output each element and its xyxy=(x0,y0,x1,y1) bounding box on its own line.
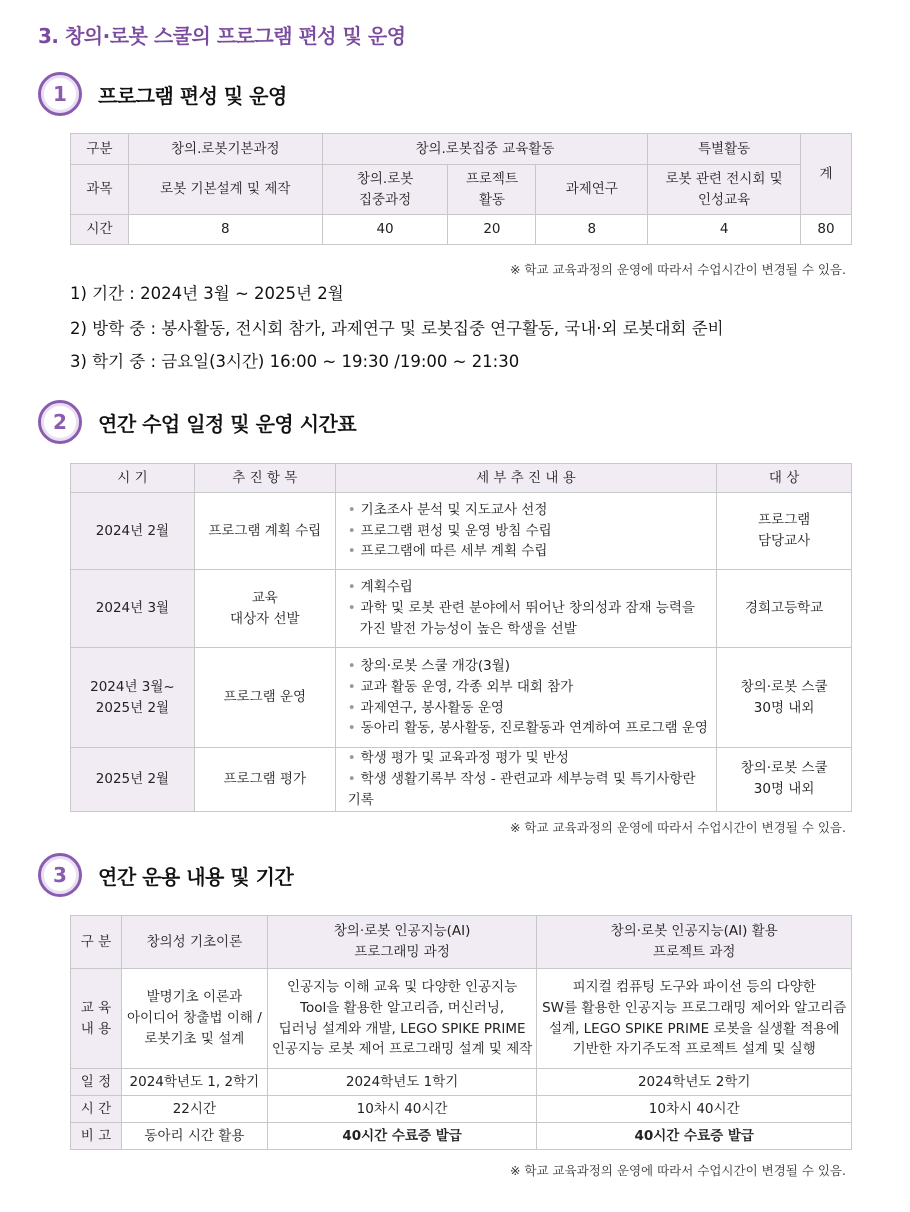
t1-hours-cell: 8 xyxy=(128,215,322,245)
note-1: ※ 학교 교육과정의 운영에 따라서 수업시간이 변경될 수 있음. xyxy=(509,262,846,277)
list-item: • 동아리 활동, 봉사활동, 진로활동과 연계하여 프로그램 운영 xyxy=(347,720,708,737)
t3-header: 창의성 기초이론 xyxy=(121,916,267,969)
list-item: • 프로그램에 따른 세부 계획 수립 xyxy=(347,543,548,560)
list-item: • 창의·로봇 스쿨 개강(3월) xyxy=(347,657,511,674)
t1-row-subject-label: 과목 xyxy=(71,165,129,215)
section-2-number: 2 xyxy=(38,400,82,444)
t2-header: 대 상 xyxy=(717,464,852,493)
t1-hours-cell: 40 xyxy=(322,215,448,245)
t1-header-gubun: 구분 xyxy=(71,134,129,165)
t1-subject-cell: 로봇 관련 전시회 및 인성교육 xyxy=(648,165,801,215)
section-3-title: 연간 운용 내용 및 기간 xyxy=(98,864,294,889)
t1-hours-cell: 8 xyxy=(536,215,648,245)
t3-remark-cell: 40시간 수료증 발급 xyxy=(267,1123,537,1150)
t3-schedule-label: 일 정 xyxy=(71,1069,122,1096)
table-row xyxy=(71,969,852,1069)
t3-time-cell: 10차시 40시간 xyxy=(267,1096,537,1123)
list-item: • 계획수립 xyxy=(347,579,413,596)
t1-subject-cell: 프로젝트 활동 xyxy=(448,165,536,215)
info-period: 1) 기간 : 2024년 3월 ~ 2025년 2월 xyxy=(70,284,344,303)
t3-time-cell: 10차시 40시간 xyxy=(537,1096,852,1123)
info-vacation: 2) 방학 중 : 봉사활동, 전시회 참가, 과제연구 및 로봇집중 연구활동, 국내·외 로봇대회 준비 xyxy=(70,319,724,338)
t2-item: 프로그램 계획 수립 xyxy=(194,493,335,570)
t3-header: 창의·로봇 인공지능(AI) 활용 프로젝트 과정 xyxy=(537,916,852,969)
t2-target: 창의·로봇 스쿨 30명 내외 xyxy=(717,648,852,748)
table-row xyxy=(71,648,852,748)
t3-content-cell: 피지컬 컴퓨팅 도구와 파이선 등의 다양한 SW를 활용한 인공지능 프로그래밍 제어와 알고리즘 설계, LEGO SPIKE PRIME 로봇을 실생활 적용에 기반한 자기주도적 프로젝트 설계 및 실행 xyxy=(537,969,852,1069)
info-semester: 3) 학기 중 : 금요일(3시간) 16:00 ~ 19:30 /19:00 ~ 21:30 xyxy=(70,352,520,371)
t1-header-special: 특별활동 xyxy=(648,134,801,165)
t1-subject-cell: 창의.로봇 집중과정 xyxy=(322,165,448,215)
schedule-table xyxy=(70,463,852,812)
t2-period: 2024년 3월~ 2025년 2월 xyxy=(71,648,195,748)
section-2-header xyxy=(38,400,356,444)
t1-subject-cell: 과제연구 xyxy=(536,165,648,215)
table-row xyxy=(71,1096,852,1123)
t3-time-label: 시 간 xyxy=(71,1096,122,1123)
section-3-number: 3 xyxy=(38,853,82,897)
t2-details xyxy=(335,648,716,748)
list-item: • 학생 평가 및 교육과정 평가 및 반성 xyxy=(347,750,569,766)
curriculum-table xyxy=(70,915,852,1150)
note-2: ※ 학교 교육과정의 운영에 따라서 수업시간이 변경될 수 있음. xyxy=(509,820,846,835)
t1-hours-cell: 4 xyxy=(648,215,801,245)
section-1-header xyxy=(38,72,287,116)
note-3: ※ 학교 교육과정의 운영에 따라서 수업시간이 변경될 수 있음. xyxy=(509,1163,846,1178)
t3-schedule-cell: 2024학년도 1학기 xyxy=(267,1069,537,1096)
page-title: 3. 창의·로봇 스쿨의 프로그램 편성 및 운영 xyxy=(38,24,406,48)
table-row xyxy=(71,1069,852,1096)
t2-period: 2025년 2월 xyxy=(71,748,195,812)
t2-header: 추 진 항 목 xyxy=(194,464,335,493)
t1-hours-total: 80 xyxy=(801,215,852,245)
table-row xyxy=(71,748,852,812)
t2-details xyxy=(335,570,716,648)
t3-content-cell: 발명기초 이론과 아이디어 창출법 이해 / 로봇기초 및 설계 xyxy=(121,969,267,1069)
t2-details xyxy=(335,748,716,812)
t2-item: 프로그램 평가 xyxy=(194,748,335,812)
list-item: • 교과 활동 운영, 각종 외부 대회 참가 xyxy=(347,678,574,695)
table-row xyxy=(71,493,852,570)
list-item: • 프로그램 편성 및 운영 방침 수립 xyxy=(347,522,552,539)
t2-period: 2024년 2월 xyxy=(71,493,195,570)
list-item: • 과제연구, 봉사활동 운영 xyxy=(347,699,504,716)
t3-remark-cell: 40시간 수료증 발급 xyxy=(537,1123,852,1150)
t3-schedule-cell: 2024학년도 1, 2학기 xyxy=(121,1069,267,1096)
t2-header: 시 기 xyxy=(71,464,195,493)
t1-hours-cell: 20 xyxy=(448,215,536,245)
table-row xyxy=(71,1123,852,1150)
t3-content-label: 교 육 내 용 xyxy=(71,969,122,1069)
t2-target: 창의·로봇 스쿨 30명 내외 xyxy=(717,748,852,812)
t3-content-cell: 인공지능 이해 교육 및 다양한 인공지능 Tool을 활용한 알고리즘, 머신러닝, 딥러닝 설계와 개발, LEGO SPIKE PRIME 인공지능 로봇 제어 프로그래밍 설계 및 제작 xyxy=(267,969,537,1069)
t3-remark-label: 비 고 xyxy=(71,1123,122,1150)
t2-item: 교육 대상자 선발 xyxy=(194,570,335,648)
t1-header-intensive: 창의.로봇집중 교육활동 xyxy=(322,134,648,165)
t3-remark-cell: 동아리 시간 활용 xyxy=(121,1123,267,1150)
section-3-header xyxy=(38,853,293,897)
t3-time-cell: 22시간 xyxy=(121,1096,267,1123)
t3-header: 창의·로봇 인공지능(AI) 프로그래밍 과정 xyxy=(267,916,537,969)
list-item: • 기초조사 분석 및 지도교사 선정 xyxy=(347,501,548,518)
list-item: • 과학 및 로봇 관련 분야에서 뛰어난 창의성과 잠재 능력을 가진 발전 가능성이 높은 학생을 선발 xyxy=(347,600,695,637)
t3-header: 구 분 xyxy=(71,916,122,969)
section-1-title: 프로그램 편성 및 운영 xyxy=(98,83,287,108)
t1-row-time-label: 시간 xyxy=(71,215,129,245)
t3-schedule-cell: 2024학년도 2학기 xyxy=(537,1069,852,1096)
program-table xyxy=(70,133,852,245)
t2-details xyxy=(335,493,716,570)
table-row xyxy=(71,570,852,648)
section-1-number: 1 xyxy=(38,72,82,116)
t1-header-total: 계 xyxy=(801,134,852,215)
t2-item: 프로그램 운영 xyxy=(194,648,335,748)
t2-period: 2024년 3월 xyxy=(71,570,195,648)
t2-header: 세 부 추 진 내 용 xyxy=(335,464,716,493)
t1-header-basic: 창의.로봇기본과정 xyxy=(128,134,322,165)
t1-subject-cell: 로봇 기본설계 및 제작 xyxy=(128,165,322,215)
section-2-title: 연간 수업 일정 및 운영 시간표 xyxy=(98,411,357,436)
t2-target: 경희고등학교 xyxy=(717,570,852,648)
t2-target: 프로그램 담당교사 xyxy=(717,493,852,570)
list-item: • 학생 생활기록부 작성 - 관련교과 세부능력 및 특기사항란 기록 xyxy=(347,770,696,808)
